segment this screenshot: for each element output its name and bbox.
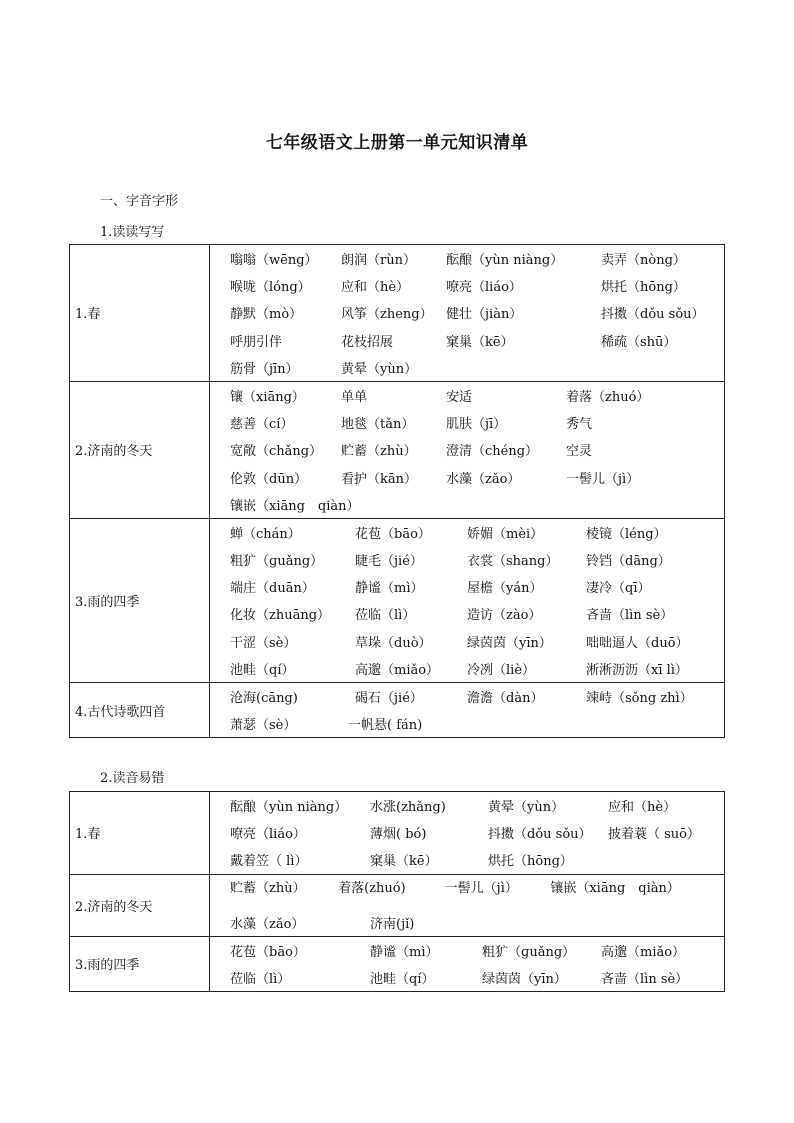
word-item: 淅淅沥沥（xī lì） — [586, 662, 688, 678]
word-item: 静谧（mì） — [355, 581, 424, 597]
word-item: 池畦（qí） — [230, 662, 295, 678]
section-heading: 一、字音字形 — [100, 194, 179, 209]
word-item: 蝉（chán） — [230, 526, 301, 542]
wrapped-word-line: 贮蓄（zhù） 着落(zhuó) 一髻儿（jì） 镶嵌（xiāng qiàn） — [230, 880, 680, 896]
word-item: 贮蓄（zhù） — [341, 444, 417, 460]
word-line — [210, 272, 724, 299]
word-item: 水涨(zhǎng) — [370, 800, 446, 815]
table-row — [70, 381, 725, 518]
word-item: 着落（zhuó） — [566, 389, 650, 405]
word-item: 干涩（sè） — [230, 635, 297, 651]
word-item: 戴着笠（ lì） — [230, 854, 308, 870]
row-content — [210, 381, 725, 518]
row-label: 1.春 — [70, 792, 210, 875]
word-line — [210, 600, 724, 627]
word-item: 披着蓑（ suō） — [608, 827, 701, 843]
word-item: 造访（zào） — [467, 608, 542, 624]
word-item: 伦敦（dūn） — [230, 471, 308, 487]
word-item: 高邈（miǎo） — [601, 944, 686, 960]
word-item: 咄咄逼人（duō） — [586, 635, 689, 651]
word-item: 澹澹（dàn） — [467, 691, 544, 706]
word-line — [210, 655, 724, 682]
word-item: 一帆悬( fán) — [348, 718, 423, 734]
table-row — [70, 683, 725, 738]
word-item: 水藻（zǎo） — [446, 471, 521, 487]
word-item: 慈善（cí） — [230, 417, 294, 433]
word-item: 池畦（qí） — [370, 971, 435, 987]
word-item: 秀气 — [566, 417, 593, 433]
row-content — [210, 683, 725, 738]
word-item: 竦峙（sǒng zhì） — [586, 691, 693, 706]
word-item: 筋骨（jīn） — [230, 361, 299, 377]
word-item: 健壮（jiàn） — [446, 307, 523, 323]
word-item: 高邈（miǎo） — [355, 662, 440, 678]
word-line — [210, 964, 724, 991]
row-content — [210, 936, 725, 991]
row-label: 1.春 — [70, 245, 210, 382]
word-item: 镶（xiāng） — [230, 389, 305, 405]
word-line — [210, 327, 724, 354]
word-item: 镶嵌（xiāng qiàn） — [230, 498, 360, 514]
word-line — [210, 846, 724, 873]
word-item: 萧瑟（sè） — [230, 718, 297, 734]
word-item: 屋檐（yán） — [467, 581, 543, 597]
word-item: 嘹亮（liáo） — [446, 280, 522, 296]
word-item: 碣石（jié） — [355, 691, 423, 706]
word-item: 宽敞（chǎng） — [230, 444, 323, 460]
word-item: 肌肤（jī） — [446, 417, 507, 433]
word-item: 冷冽（liè） — [467, 662, 536, 678]
word-item: 抖擞（dǒu sǒu） — [601, 307, 705, 323]
page-title: 七年级语文上册第一单元知识清单 — [265, 133, 529, 153]
word-item: 风筝（zheng） — [341, 307, 433, 323]
word-item: 黄晕（yùn） — [488, 800, 565, 815]
word-item: 化妆（zhuāng） — [230, 608, 331, 624]
word-item: 酝酿（yùn niàng） — [230, 800, 348, 815]
word-item: 绿茵茵（yīn） — [467, 635, 552, 651]
word-item: 莅临（lì） — [355, 608, 416, 624]
word-item: 嘹亮（liáo） — [230, 827, 306, 843]
word-item: 花苞（bāo） — [230, 944, 306, 960]
word-line — [210, 710, 724, 737]
word-item: 呼朋引伴 — [230, 334, 283, 350]
vocab-table-read-write — [69, 244, 725, 738]
word-line — [210, 409, 724, 436]
word-item: 应和（hè） — [341, 280, 410, 296]
word-item: 薄烟( bó) — [370, 827, 427, 843]
word-item: 绿茵茵（yīn） — [482, 971, 567, 987]
table-row — [70, 792, 725, 875]
word-item: 看护（kān） — [341, 471, 418, 487]
word-item: 沧海(cāng) — [230, 691, 298, 706]
word-item: 花苞（bāo） — [355, 526, 431, 542]
word-item: 空灵 — [566, 444, 593, 460]
word-item: 朗润（rùn） — [341, 253, 416, 268]
row-content — [210, 245, 725, 382]
word-line — [210, 546, 724, 573]
word-item: 烘托（hōng） — [601, 280, 686, 296]
word-item: 济南(jǐ) — [370, 916, 415, 932]
word-line — [210, 573, 724, 600]
table-row — [70, 518, 725, 682]
word-line — [210, 819, 724, 846]
word-line — [210, 354, 724, 381]
subsection-heading-1: 1.读读写写 — [100, 225, 165, 240]
word-item: 铃铛（dāng） — [586, 554, 671, 570]
table-row — [70, 874, 725, 936]
row-label: 3.雨的四季 — [70, 518, 210, 682]
row-label: 2.济南的冬天 — [70, 874, 210, 936]
word-line — [210, 245, 724, 272]
word-item: 喉咙（lóng） — [230, 280, 311, 296]
table-row — [70, 245, 725, 382]
word-line — [210, 299, 724, 326]
word-line — [210, 436, 724, 463]
word-item: 嗡嗡（wēng） — [230, 253, 318, 268]
word-line — [210, 464, 724, 491]
word-item: 草垛（duò） — [355, 635, 432, 651]
word-item: 应和（hè） — [608, 800, 677, 815]
word-item: 端庄（duān） — [230, 581, 315, 597]
word-item: 酝酿（yùn niàng） — [446, 253, 564, 268]
row-content — [210, 518, 725, 682]
word-item: 水藻（zǎo） — [230, 916, 305, 932]
word-item: 单单 — [341, 389, 368, 405]
word-item: 安适 — [446, 389, 473, 405]
word-item: 黄晕（yùn） — [341, 361, 418, 377]
word-item: 静默（mò） — [230, 307, 303, 323]
word-line — [210, 382, 724, 409]
word-line — [210, 792, 724, 819]
word-item: 地毯（tǎn） — [341, 417, 415, 433]
word-item: 稀疏（shū） — [601, 334, 677, 350]
word-line — [210, 937, 724, 964]
word-item: 花枝招展 — [341, 334, 394, 350]
word-item: 卖弄（nòng） — [601, 253, 686, 268]
word-item: 静谧（mì） — [370, 944, 439, 960]
word-line — [210, 519, 724, 546]
word-item: 凄冷（qī） — [586, 581, 651, 597]
row-label: 3.雨的四季 — [70, 936, 210, 991]
word-item: 棱镜（léng） — [586, 526, 667, 542]
word-item: 吝啬（lìn sè） — [586, 608, 674, 624]
word-item: 一髻儿（jì） — [566, 471, 640, 487]
word-line — [210, 628, 724, 655]
word-item: 衣裳（shang） — [467, 554, 559, 570]
word-line — [210, 683, 724, 710]
word-item: 睫毛（jié） — [355, 554, 423, 570]
word-item: 窠巢（kē） — [370, 854, 438, 870]
word-item: 娇媚（mèi） — [467, 526, 544, 542]
table-row — [70, 936, 725, 991]
word-item: 澄清（chéng） — [446, 444, 539, 460]
word-line — [210, 491, 724, 518]
word-item: 吝啬（lìn sè） — [601, 971, 689, 987]
row-label: 4.古代诗歌四首 — [70, 683, 210, 738]
word-item: 粗犷（ɡuǎng） — [230, 554, 324, 570]
row-content — [210, 792, 725, 875]
word-line — [210, 909, 724, 936]
row-content — [210, 874, 725, 936]
word-item: 烘托（hōng） — [488, 854, 573, 870]
word-item: 抖擞（dǒu sǒu） — [488, 827, 592, 843]
word-item: 莅临（lì） — [230, 971, 291, 987]
word-item: 粗犷（ɡuǎng） — [482, 944, 576, 960]
word-item: 窠巢（kē） — [446, 334, 514, 350]
vocab-table-pronunciation — [69, 791, 725, 992]
subsection-heading-2: 2.读音易错 — [100, 771, 165, 786]
row-label: 2.济南的冬天 — [70, 381, 210, 518]
